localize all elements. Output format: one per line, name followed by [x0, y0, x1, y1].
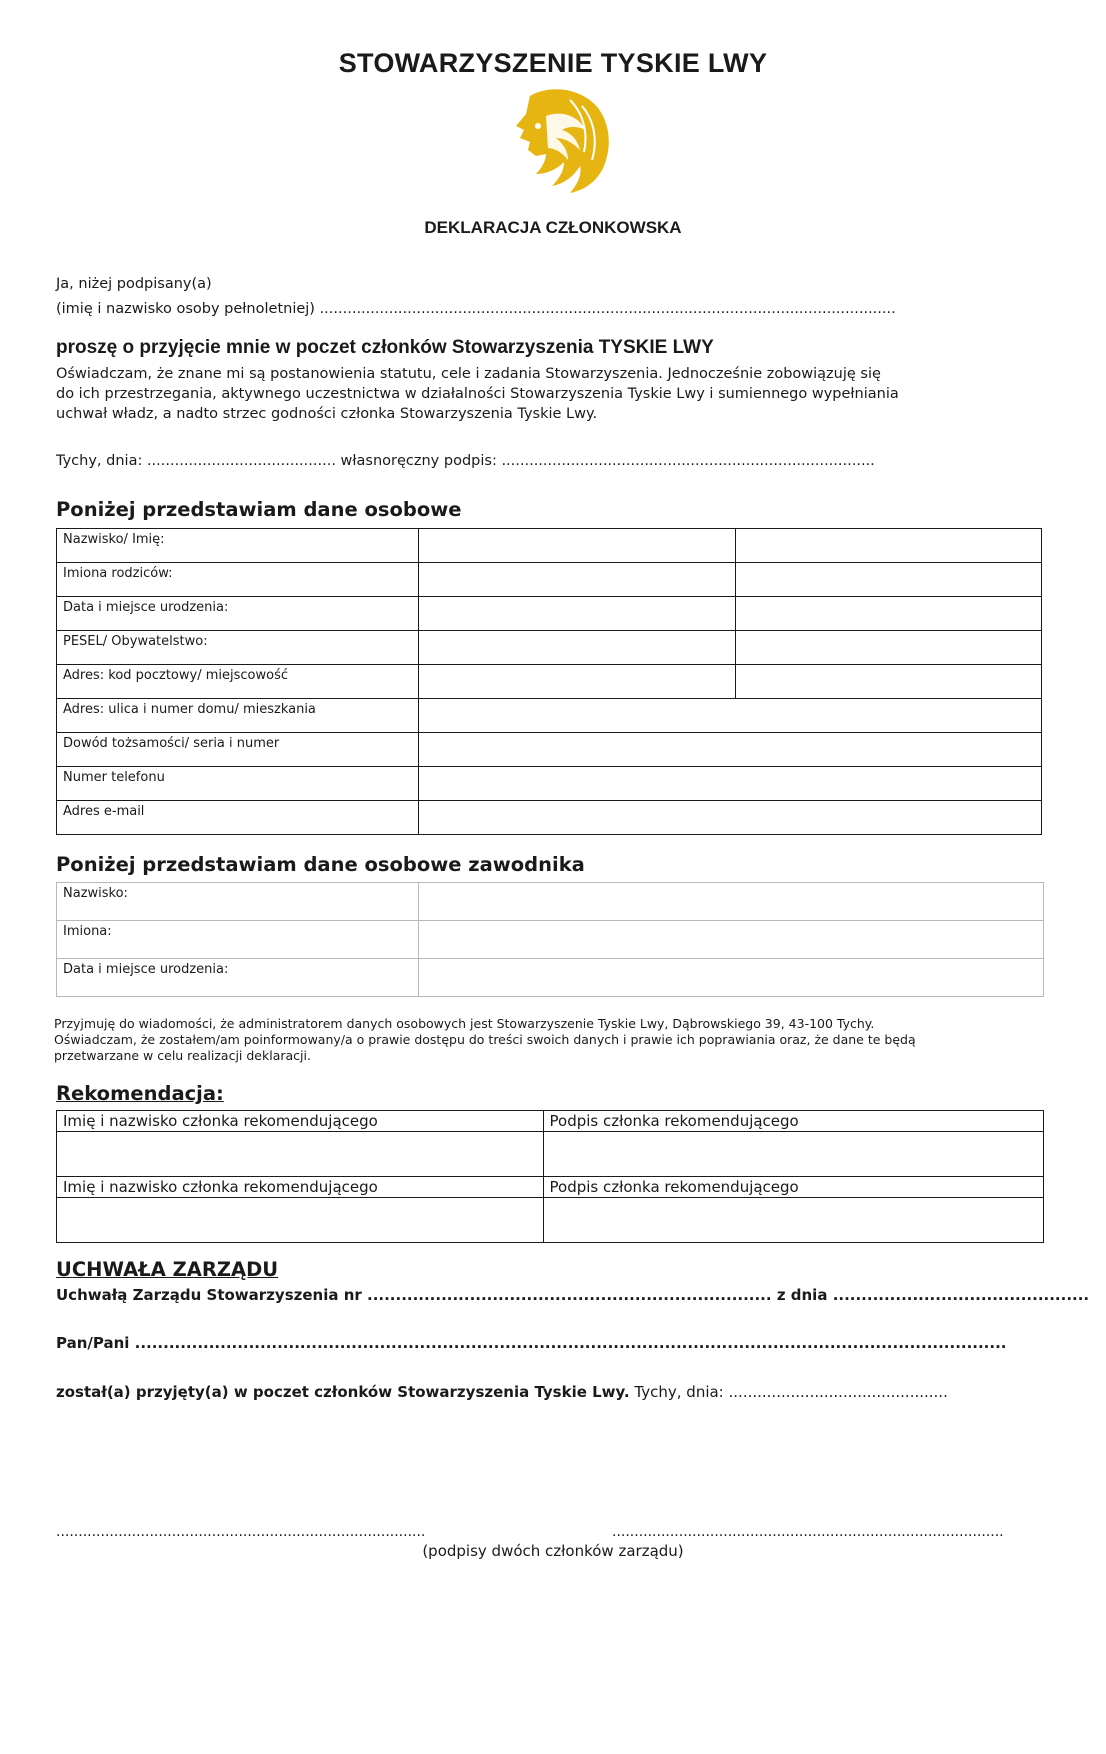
athlete-data-table — [56, 882, 1044, 997]
recommendation-heading: Rekomendacja: — [56, 1082, 224, 1105]
input-cell[interactable] — [418, 665, 736, 699]
table-row — [57, 631, 1042, 665]
input-cell[interactable] — [418, 597, 736, 631]
person-line — [56, 1334, 1006, 1352]
input-cell[interactable] — [736, 597, 1042, 631]
table-row — [57, 1111, 1044, 1132]
input-cell[interactable] — [418, 631, 736, 665]
signature-label: własnoręczny podpis: — [340, 453, 497, 469]
declarant-line: Ja, niżej podpisany(a) — [56, 276, 212, 292]
declarant-name-field[interactable]: ............................................................................................................................. — [319, 301, 896, 317]
input-cell[interactable] — [418, 801, 1041, 835]
row-label: Imiona: — [57, 921, 419, 959]
input-cell[interactable] — [736, 529, 1042, 563]
place-date-label: Tychy, dnia: — [56, 453, 143, 469]
row-label: Dowód tożsamości/ seria i numer — [57, 733, 419, 767]
board-signature-1-field[interactable]: ................................................................................... — [56, 1524, 426, 1540]
resolution-number-field[interactable]: ....................................................................... — [367, 1286, 772, 1304]
request-paragraph-1: Oświadczam, że znane mi są postanowienia statutu, cele i zadania Stowarzyszenia. Jednocześnie zobowiązuję się — [56, 366, 881, 382]
acceptance-line — [56, 1383, 948, 1401]
table-row — [57, 921, 1044, 959]
declarant-name-label: (imię i nazwisko osoby pełnoletniej) — [56, 301, 315, 317]
input-cell[interactable] — [736, 665, 1042, 699]
recommender-signature-label: Podpis członka rekomendującego — [543, 1177, 1044, 1198]
table-row — [57, 959, 1044, 997]
resolution-label: Uchwałą Zarządu Stowarzyszenia nr — [56, 1286, 362, 1304]
recommender-signature-label: Podpis członka rekomendującego — [543, 1111, 1044, 1132]
row-label: PESEL/ Obywatelstwo: — [57, 631, 419, 665]
data-notice-2: Oświadczam, że zostałem/am poinformowany/a o prawie dostępu do treści swoich danych i prawie ich poprawiania oraz, że dane te będą — [54, 1032, 916, 1047]
table-row — [57, 597, 1042, 631]
table-row — [57, 665, 1042, 699]
request-paragraph-3: uchwał władz, a nadto strzec godności członka Stowarzyszenia Tyskie Lwy. — [56, 406, 598, 422]
table-row — [57, 529, 1042, 563]
signature-field[interactable]: ................................................................................. — [501, 453, 875, 469]
input-cell[interactable] — [418, 767, 1041, 801]
declarant-name-line — [56, 300, 896, 319]
input-cell[interactable] — [418, 529, 736, 563]
table-row — [57, 801, 1042, 835]
place-date-signature-line — [56, 452, 875, 471]
recommender-name-field[interactable] — [57, 1132, 544, 1177]
input-cell[interactable] — [418, 733, 1041, 767]
table-row — [57, 1177, 1044, 1198]
request-paragraph-2: do ich przestrzegania, aktywnego uczestnictwa w działalności Stowarzyszenia Tyskie Lwy i sumiennego wypełniania — [56, 386, 899, 402]
board-resolution-heading: UCHWAŁA ZARZĄDU — [56, 1258, 279, 1281]
table-row — [57, 699, 1042, 733]
input-cell[interactable] — [418, 959, 1043, 997]
athlete-data-heading: Poniżej przedstawiam dane osobowe zawodnika — [56, 853, 585, 876]
recommendation-table — [56, 1110, 1044, 1243]
input-cell[interactable] — [736, 563, 1042, 597]
table-row — [57, 733, 1042, 767]
row-label: Nazwisko: — [57, 883, 419, 921]
table-row — [57, 1198, 1044, 1243]
row-label: Nazwisko/ Imię: — [57, 529, 419, 563]
recommender-signature-field[interactable] — [543, 1132, 1044, 1177]
organization-title: STOWARZYSZENIE TYSKIE LWY — [338, 48, 768, 78]
row-label: Adres e-mail — [57, 801, 419, 835]
input-cell[interactable] — [418, 699, 1041, 733]
acceptance-date-field[interactable]: .............................................. — [728, 1383, 948, 1401]
row-label: Adres: ulica i numer domu/ mieszkania — [57, 699, 419, 733]
lion-head-logo — [470, 86, 620, 194]
row-label: Imiona rodziców: — [57, 563, 419, 597]
input-cell[interactable] — [418, 883, 1043, 921]
data-notice-3: przetwarzane w celu realizacji deklaracji. — [54, 1048, 311, 1063]
person-field[interactable]: ......................................................................................................................................................... — [134, 1334, 1007, 1352]
request-heading: proszę o przyjęcie mnie w poczet członków Stowarzyszenia TYSKIE LWY — [56, 337, 714, 358]
place-date-field[interactable]: ......................................... — [146, 453, 336, 469]
row-label: Adres: kod pocztowy/ miejscowość — [57, 665, 419, 699]
acceptance-date-label: Tychy, dnia: — [634, 1383, 724, 1401]
personal-data-heading: Poniżej przedstawiam dane osobowe — [56, 498, 462, 521]
resolution-line — [56, 1286, 1089, 1304]
document-title: DEKLARACJA CZŁONKOWSKA — [424, 218, 682, 237]
input-cell[interactable] — [418, 921, 1043, 959]
recommender-signature-field[interactable] — [543, 1198, 1044, 1243]
person-label: Pan/Pani — [56, 1334, 130, 1352]
recommender-name-label: Imię i nazwisko członka rekomendującego — [57, 1111, 544, 1132]
resolution-date-label: z dnia — [776, 1286, 828, 1304]
recommender-name-label: Imię i nazwisko członka rekomendującego — [57, 1177, 544, 1198]
input-cell[interactable] — [418, 563, 736, 597]
table-row — [57, 563, 1042, 597]
table-row — [57, 883, 1044, 921]
table-row — [57, 767, 1042, 801]
row-label: Data i miejsce urodzenia: — [57, 597, 419, 631]
acceptance-text: został(a) przyjęty(a) w poczet członków Stowarzyszenia Tyskie Lwy. — [56, 1383, 630, 1401]
personal-data-table — [56, 528, 1042, 835]
row-label: Numer telefonu — [57, 767, 419, 801]
data-notice-1: Przyjmuję do wiadomości, że administratorem danych osobowych jest Stowarzyszenie Tyskie Lwy, Dąbrowskiego 39, 43-100 Tychy. — [54, 1016, 875, 1031]
resolution-date-field[interactable]: ............................................. — [832, 1286, 1090, 1304]
recommender-name-field[interactable] — [57, 1198, 544, 1243]
board-signatures-caption: (podpisy dwóch członków zarządu) — [422, 1542, 684, 1560]
input-cell[interactable] — [736, 631, 1042, 665]
board-signature-2-field[interactable]: ........................................................................................ — [612, 1524, 1004, 1540]
row-label: Data i miejsce urodzenia: — [57, 959, 419, 997]
table-row — [57, 1132, 1044, 1177]
